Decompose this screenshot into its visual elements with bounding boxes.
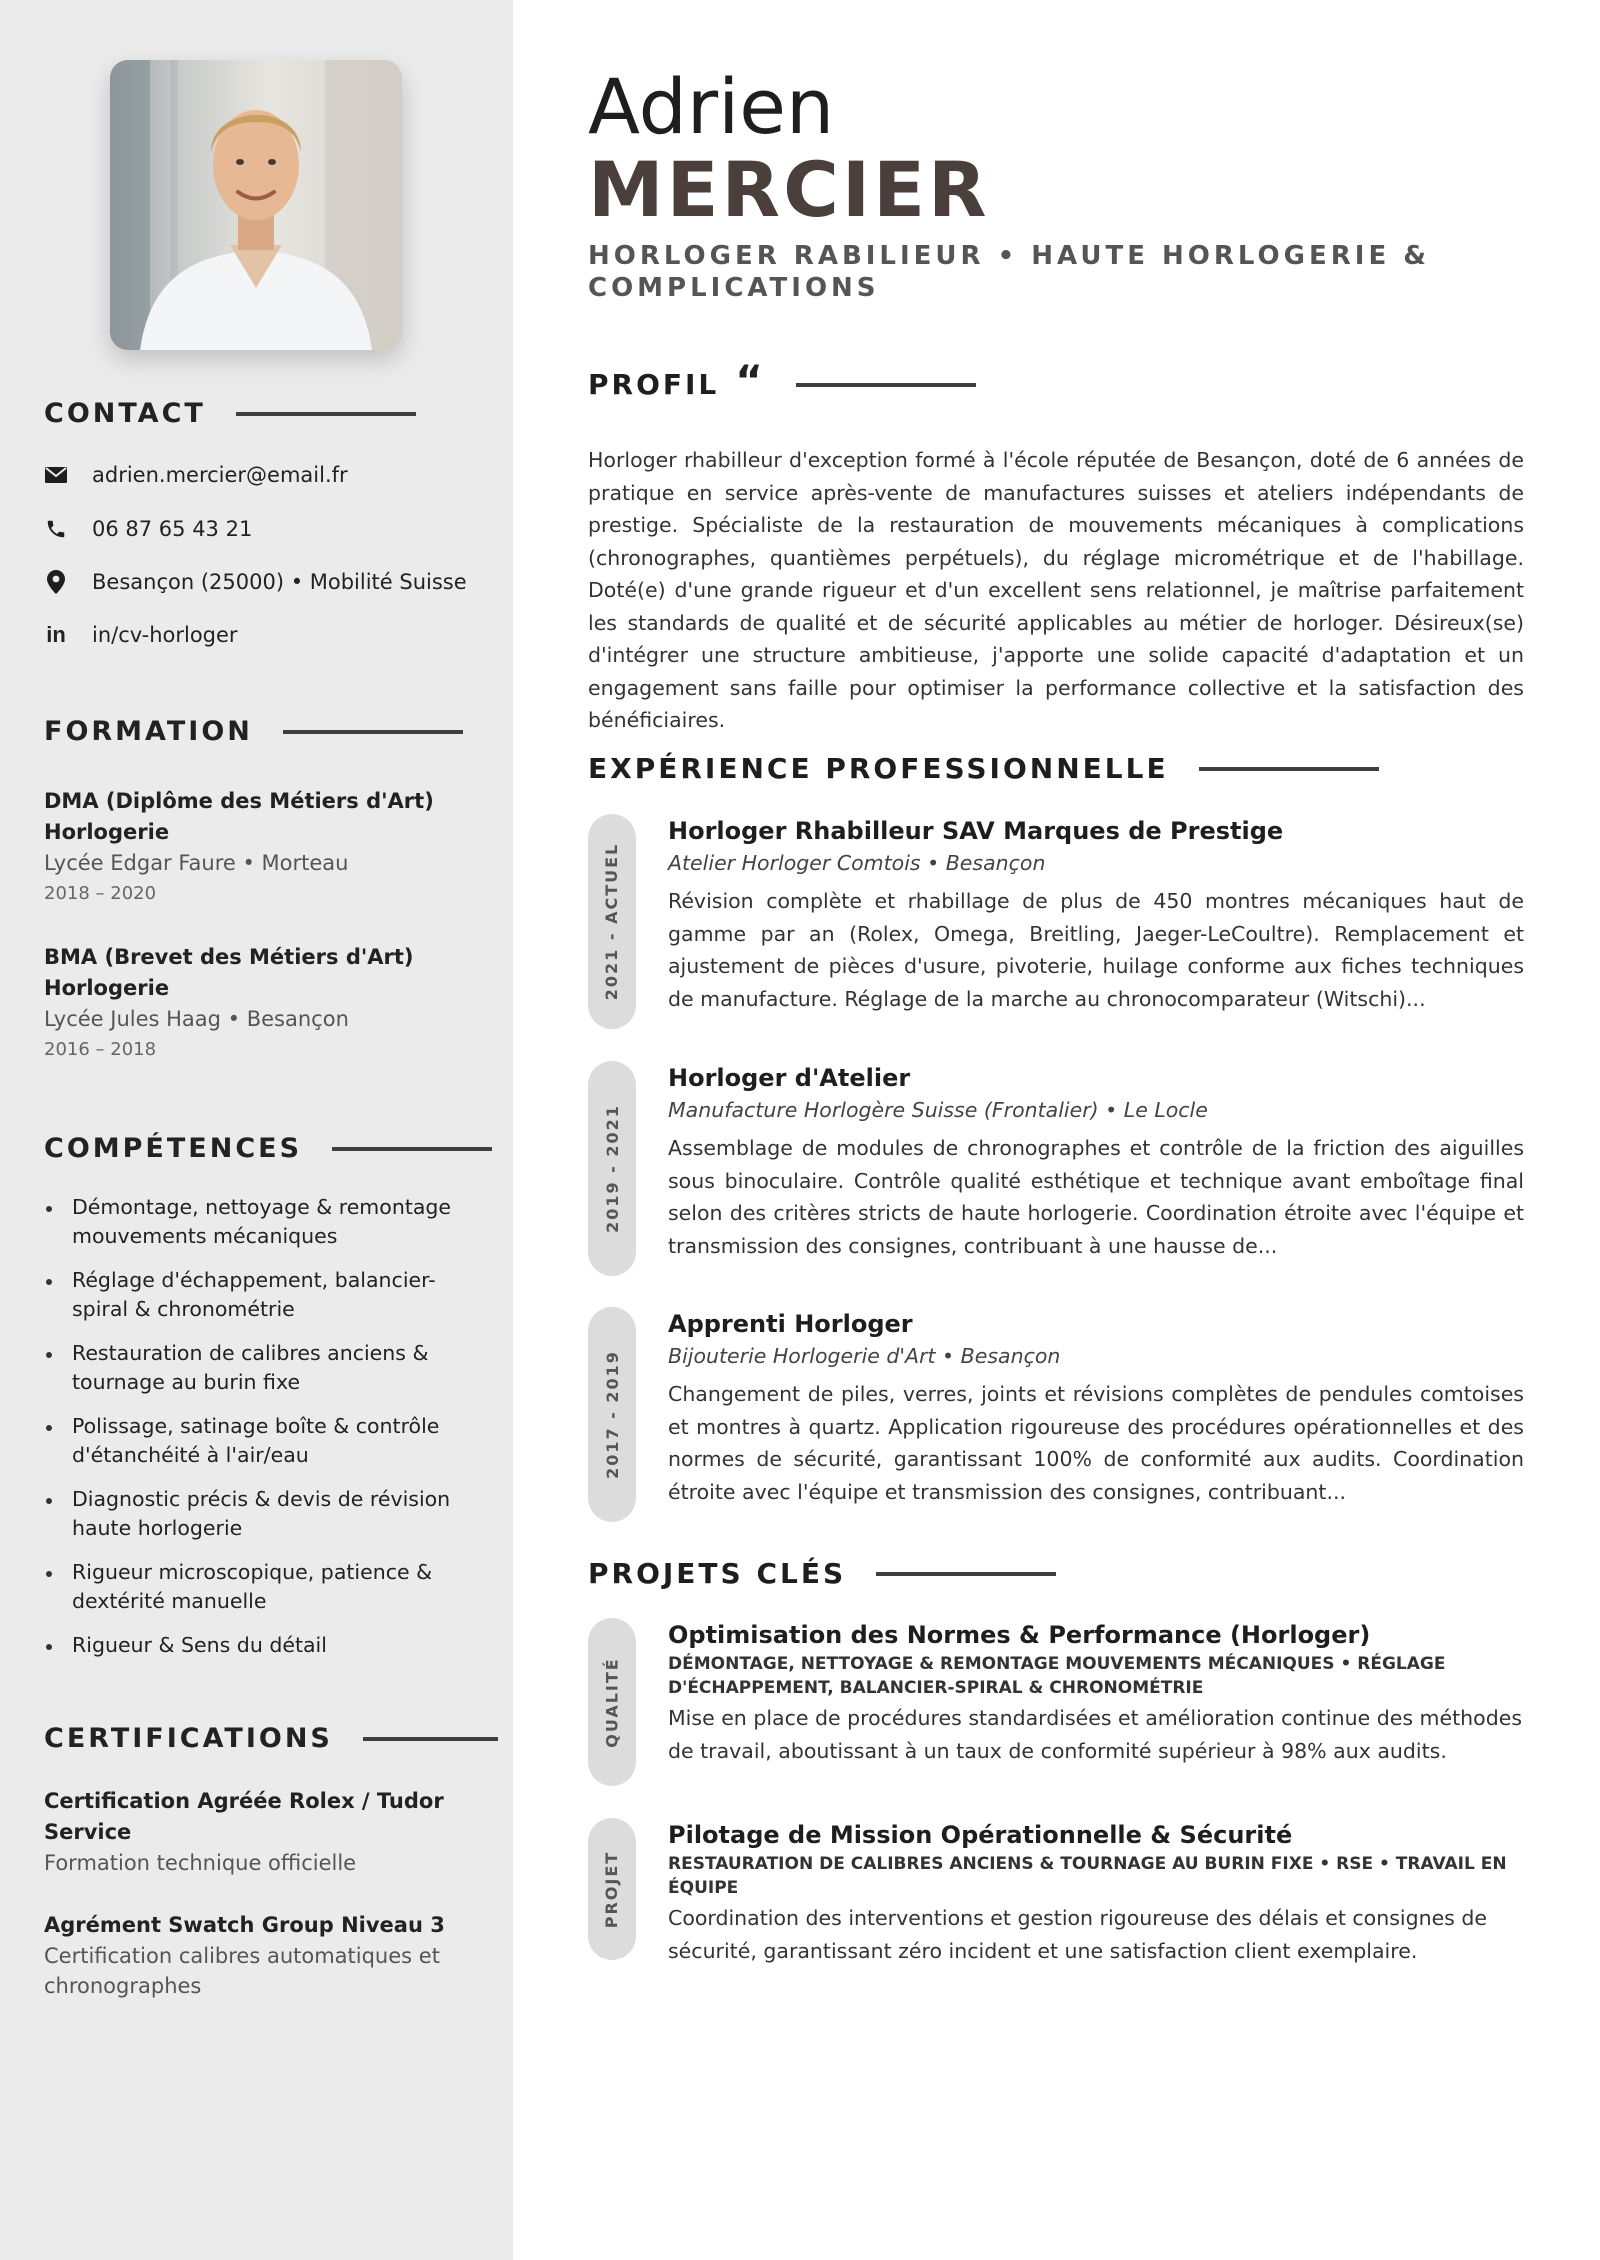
project-tag-badge: QUALITÉ (588, 1618, 636, 1786)
formation-degree: DMA (Diplôme des Métiers d'Art) Horlogerie (44, 789, 434, 844)
linkedin-icon: in (46, 622, 66, 647)
heading-rule (876, 1572, 1056, 1576)
profile-photo (110, 60, 402, 350)
skill-item: Rigueur & Sens du détail (44, 1631, 464, 1660)
envelope-icon (44, 463, 68, 487)
formation-school: Lycée Edgar Faure • Morteau (44, 851, 349, 875)
project-title: Pilotage de Mission Opérationnelle & Sécurité (668, 1821, 1293, 1849)
experience-description: Révision complète et rhabillage de plus de 450 montres mécaniques haut de gamme par an (Rolex, Omega, Breitling, Jaeger-LeCoultre). Remplacement et ajustement de pièces d'usure, pivoterie, huilage conforme aux fiches techniques de manufacture. Réglage de la marche au chronocomparateur (Witschi)... (668, 889, 1524, 1011)
last-name: MERCIER (588, 145, 990, 234)
skill-item: Réglage d'échappement, balancier-spiral & chronométrie (44, 1266, 464, 1324)
map-pin-icon (44, 570, 68, 594)
experience-description: Changement de piles, verres, joints et révisions complètes de pendules comtoises et montres à quartz. Application rigoureuse des procédures opérationnelles et des normes de sécurité, garantissant 100% de conformité aux audits. Coordination étroite avec l'équipe et transmission des consignes, contribuant... (668, 1382, 1524, 1504)
certification-subtitle: Certification calibres automatiques et chronographes (44, 1944, 440, 1998)
contact-email[interactable] (44, 463, 348, 487)
experience-title: Horloger Rhabilleur SAV Marques de Prestige (668, 817, 1284, 845)
experience-company: Atelier Horloger Comtois • Besançon (668, 851, 1046, 875)
experience-description: Assemblage de modules de chronographes et contrôle de la friction des aiguilles sous binoculaire. Contrôle qualité esthétique et technique avant emboîtage final selon des critères stricts de haute horlogerie. Coordination étroite avec l'équipe et transmission des consignes, contribuant à une hausse de... (668, 1136, 1524, 1258)
skill-item: Diagnostic précis & devis de révision haute horlogerie (44, 1485, 464, 1543)
project-description: Coordination des interventions et gestion rigoureuse des délais et consignes de sécurité, garantissant zéro incident et une satisfaction client exemplaire. (668, 1906, 1488, 1963)
formation-school: Lycée Jules Haag • Besançon (44, 1007, 349, 1031)
linkedin-text: in/cv-horloger (92, 623, 238, 647)
contact-location (44, 570, 467, 594)
experience-title: Apprenti Horloger (668, 1310, 913, 1338)
experience-company: Manufacture Horlogère Suisse (Frontalier) • Le Locle (668, 1098, 1208, 1122)
skill-item: Rigueur microscopique, patience & dextérité manuelle (44, 1558, 464, 1616)
certification-item (44, 1786, 464, 1878)
skill-item: Polissage, satinage boîte & contrôle d'étanchéité à l'air/eau (44, 1412, 464, 1470)
projets-heading: PROJETS CLÉS (588, 1557, 1056, 1590)
certification-title: Agrément Swatch Group Niveau 3 (44, 1913, 445, 1937)
certifications-heading: CERTIFICATIONS (44, 1723, 498, 1754)
period-badge: 2017 - 2019 (588, 1307, 636, 1522)
formation-item (44, 942, 444, 1065)
project-tag-badge: PROJET (588, 1818, 636, 1960)
heading-rule (363, 1737, 498, 1741)
first-name: Adrien (588, 62, 835, 151)
location-text: Besançon (25000) • Mobilité Suisse (92, 570, 467, 594)
contact-heading: CONTACT (44, 398, 416, 429)
formation-heading: FORMATION (44, 716, 463, 747)
period-badge: 2019 - 2021 (588, 1061, 636, 1276)
phone-text: 06 87 65 43 21 (92, 517, 253, 541)
experience-heading: EXPÉRIENCE PROFESSIONNELLE (588, 752, 1379, 785)
contact-linkedin[interactable] (44, 623, 238, 647)
experience-company: Bijouterie Horlogerie d'Art • Besançon (668, 1344, 1061, 1368)
skill-item: Démontage, nettoyage & remontage mouvements mécaniques (44, 1193, 464, 1251)
certification-subtitle: Formation technique officielle (44, 1851, 357, 1875)
job-title: HORLOGER RABILIEUR • HAUTE HORLOGERIE & COMPLICATIONS (588, 241, 1430, 303)
certification-item (44, 1910, 464, 2001)
heading-rule (332, 1147, 492, 1151)
heading-rule (1199, 767, 1379, 771)
formation-degree: BMA (Brevet des Métiers d'Art) Horlogerie (44, 945, 414, 1000)
quote-icon: “ (735, 355, 766, 405)
profil-heading: PROFIL “ (588, 368, 976, 401)
project-description: Mise en place de procédures standardisées et amélioration continue des méthodes de travail, aboutissant à un taux de conformité supérieur à 98% aux audits. (668, 1706, 1523, 1763)
experience-title: Horloger d'Atelier (668, 1064, 911, 1092)
skill-item: Restauration de calibres anciens & tournage au burin fixe (44, 1339, 464, 1397)
project-keywords: DÉMONTAGE, NETTOYAGE & REMONTAGE MOUVEMENTS MÉCANIQUES • RÉGLAGE D'ÉCHAPPEMENT, BALANCIER-SPIRAL & CHRONOMÉTRIE (668, 1654, 1446, 1698)
skills-list (44, 1193, 464, 1675)
sidebar (0, 0, 513, 2260)
period-badge: 2021 - ACTUEL (588, 814, 636, 1029)
formation-years: 2018 – 2020 (44, 883, 157, 904)
certification-title: Certification Agréée Rolex / Tudor Service (44, 1789, 444, 1844)
heading-rule (796, 383, 976, 387)
heading-rule (283, 730, 463, 734)
heading-rule (236, 412, 416, 416)
email-text: adrien.mercier@email.fr (92, 463, 348, 487)
competences-heading: COMPÉTENCES (44, 1133, 492, 1164)
formation-years: 2016 – 2018 (44, 1039, 157, 1060)
phone-icon (44, 517, 68, 541)
profile-summary: Horloger rhabilleur d'exception formé à l'école réputée de Besançon, doté de 6 années de pratique en service après-vente de manufactures suisses et ateliers indépendants de prestige. Spécialiste de la restauration de mouvements mécaniques à complications (chronographes, quantièmes perpétuels), du réglage micrométrique et de l'habillage. Doté(e) d'une grande rigueur et d'un excellent sens relationnel, je maîtrise parfaitement les standards de qualité et de sécurité applicables au métier de horloger. Désireux(se) d'intégrer une structure ambitieuse, j'apporte une solide capacité d'adaptation et un engagement sans faille pour optimiser la performance collective et la satisfaction des bénéficiaires. (588, 448, 1524, 732)
formation-item (44, 786, 444, 909)
project-keywords: RESTAURATION DE CALIBRES ANCIENS & TOURNAGE AU BURIN FIXE • RSE • TRAVAIL EN ÉQUIPE (668, 1854, 1507, 1898)
project-title: Optimisation des Normes & Performance (Horloger) (668, 1621, 1371, 1649)
contact-phone[interactable] (44, 517, 252, 541)
